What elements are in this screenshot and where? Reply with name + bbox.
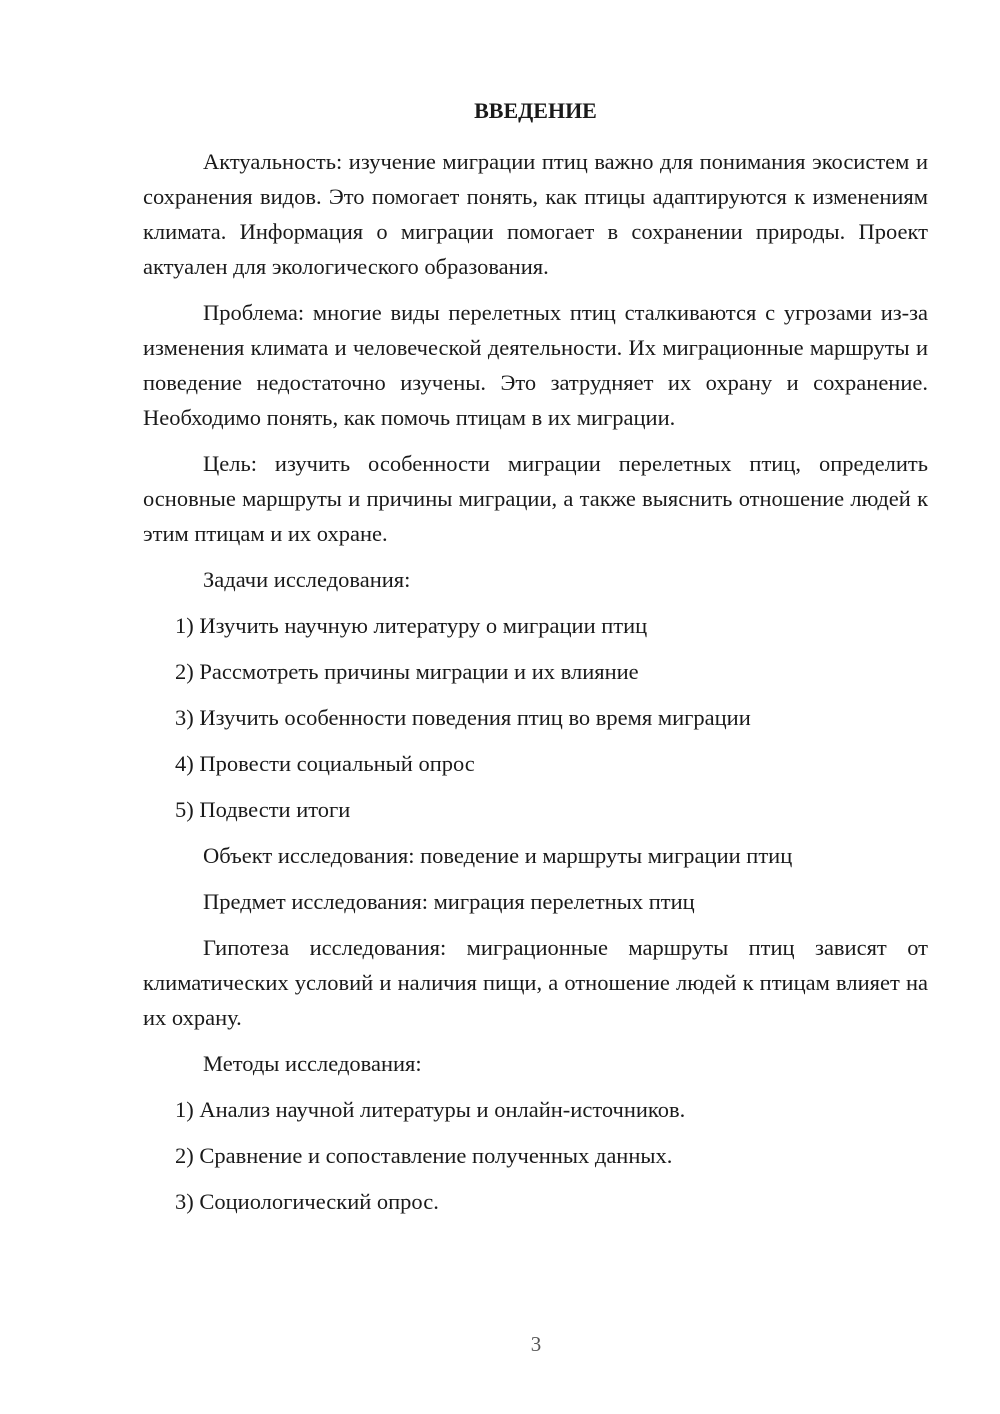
tasks-list	[143, 608, 928, 827]
object-paragraph: Объект исследования: поведение и маршруты миграции птиц	[203, 843, 793, 868]
list-item: 2) Сравнение и сопоставление полученных данных.	[175, 1143, 673, 1168]
document-page	[143, 96, 928, 1230]
page-title: ВВЕДЕНИЕ	[474, 98, 597, 123]
list-item: 5) Подвести итоги	[175, 797, 351, 822]
list-item: 1) Анализ научной литературы и онлайн-источников.	[175, 1097, 686, 1122]
list-item: 4) Провести социальный опрос	[175, 751, 475, 776]
methods-list	[143, 1092, 928, 1219]
methods-heading: Методы исследования:	[203, 1051, 422, 1076]
list-item: 3) Социологический опрос.	[175, 1189, 439, 1214]
list-item: 3) Изучить особенности поведения птиц во время миграции	[175, 705, 751, 730]
problem-paragraph: Проблема: многие виды перелетных птиц сталкиваются с угрозами из-за изменения климата и человеческой деятельности. Их миграционные маршруты и поведение недостаточно изучены. Это затрудняет их охрану и сохранение. Необходимо понять, как помочь птицам в их миграции.	[143, 300, 928, 430]
list-item: 1) Изучить научную литературу о миграции птиц	[175, 613, 648, 638]
hypothesis-paragraph: Гипотеза исследования: миграционные маршруты птиц зависят от климатических условий и наличия пищи, а отношение людей к птицам влияет на их охрану.	[143, 935, 928, 1030]
tasks-heading: Задачи исследования:	[203, 567, 411, 592]
list-item: 2) Рассмотреть причины миграции и их влияние	[175, 659, 639, 684]
page-number: 3	[530, 1332, 542, 1356]
goal-paragraph: Цель: изучить особенности миграции перелетных птиц, определить основные маршруты и причины миграции, а также выяснить отношение людей к этим птицам и их охране.	[143, 451, 928, 546]
relevance-paragraph: Актуальность: изучение миграции птиц важно для понимания экосистем и сохранения видов. Это помогает понять, как птицы адаптируются к изменениям климата. Информация о миграции помогает в сохранении природы. Проект актуален для экологического образования.	[143, 149, 928, 279]
subject-paragraph: Предмет исследования: миграция перелетных птиц	[203, 889, 695, 914]
